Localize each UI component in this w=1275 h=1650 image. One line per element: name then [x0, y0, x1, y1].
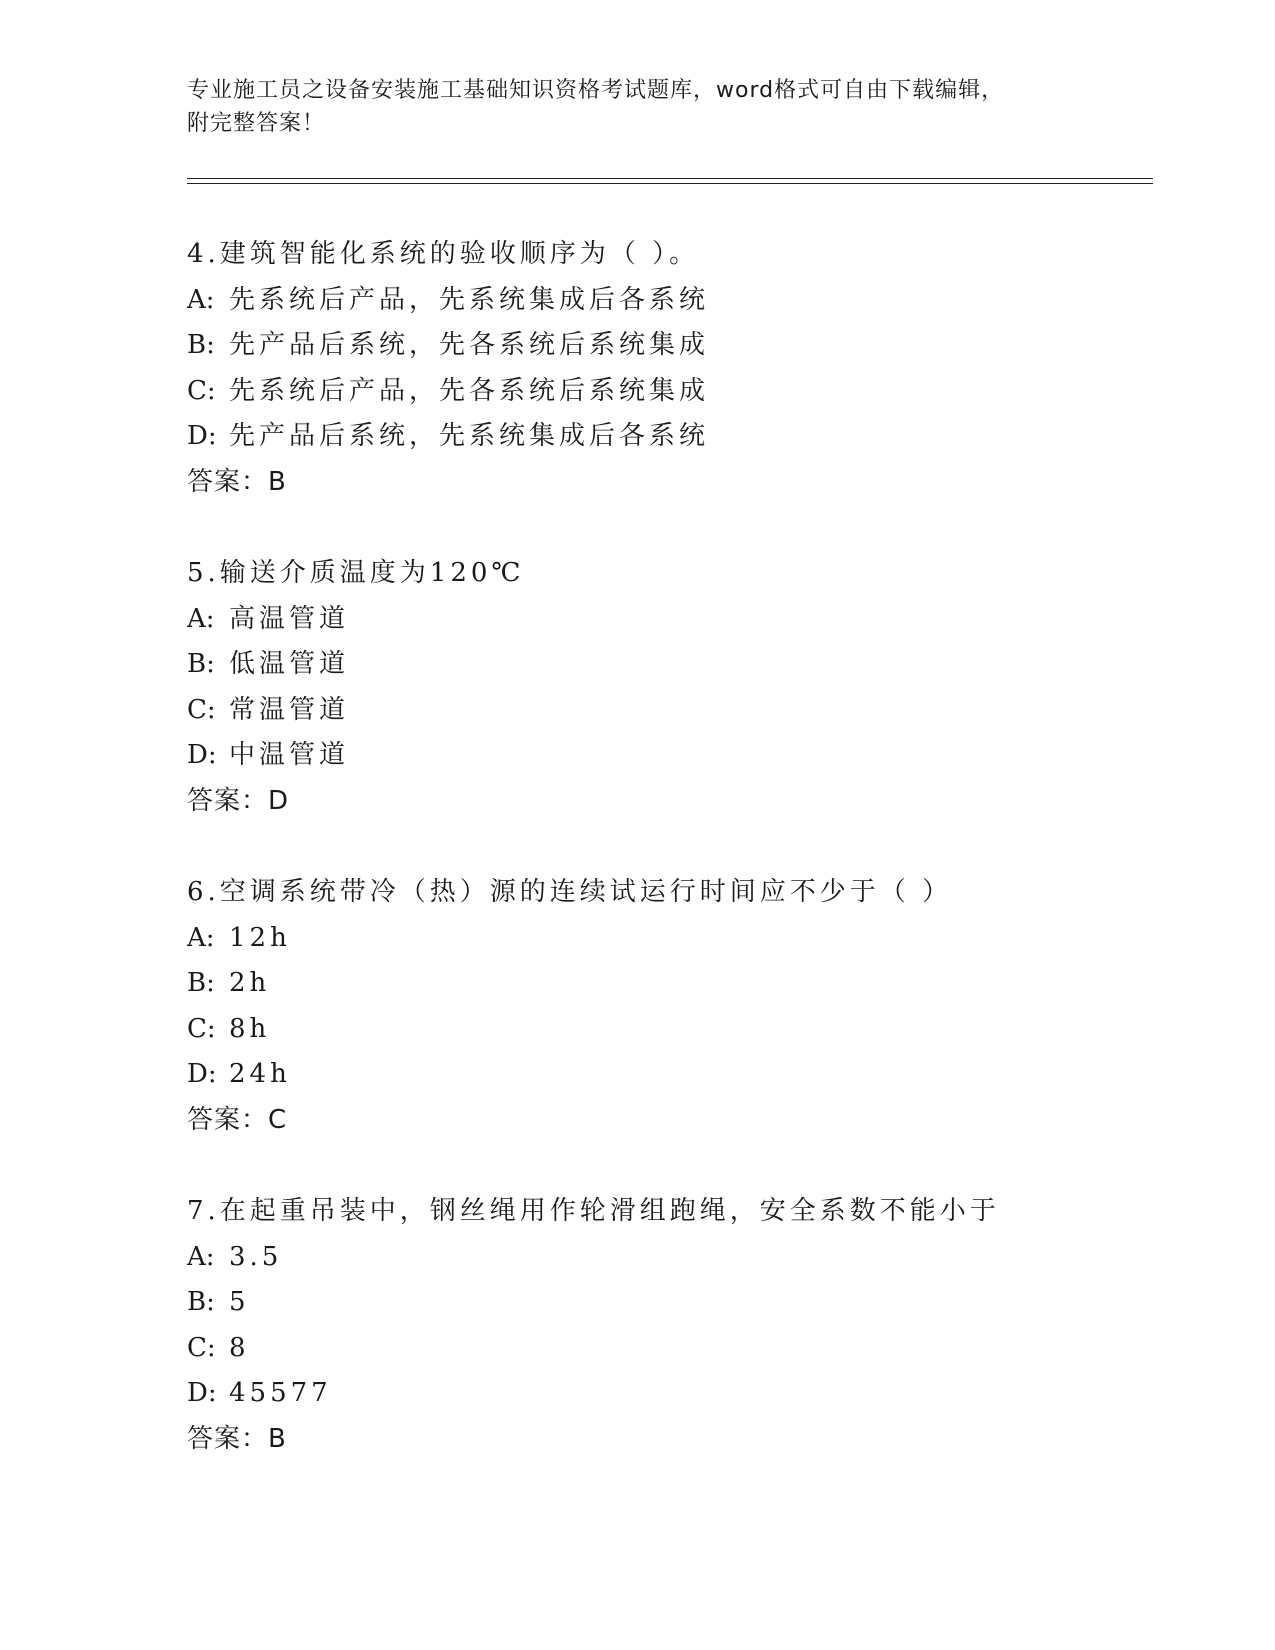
option-letter: D: — [187, 1059, 217, 1089]
option-d — [187, 1052, 1187, 1098]
option-letter: B: — [187, 330, 215, 360]
question-5 — [187, 551, 1187, 824]
option-c — [187, 1326, 1187, 1372]
option-c — [187, 688, 1187, 734]
option-letter: C: — [187, 1013, 216, 1044]
option-text: 5 — [229, 1287, 250, 1317]
option-b — [187, 1280, 1187, 1326]
option-letter: D: — [187, 421, 217, 451]
question-stem: 6.空调系统带冷（热）源的连续试运行时间应不少于（ ） — [187, 877, 953, 907]
option-letter: A: — [187, 284, 215, 315]
option-letter: C: — [187, 1332, 216, 1363]
option-a — [187, 278, 1187, 324]
option-text: 12h — [229, 922, 291, 953]
option-d — [187, 733, 1187, 779]
header-divider-bottom — [187, 183, 1153, 184]
header-divider-top — [187, 178, 1153, 179]
option-letter: C: — [187, 694, 216, 725]
answer-label: 答案：C — [187, 1104, 288, 1135]
option-text: 2h — [229, 968, 271, 998]
option-text: 先产品后系统，先系统集成后各系统 — [229, 421, 710, 451]
option-a — [187, 1235, 1187, 1281]
question-6 — [187, 870, 1187, 1143]
document-header — [187, 74, 1087, 140]
option-c — [187, 1007, 1187, 1053]
header-line-1: 专业施工员之设备安装施工基础知识资格考试题库，word格式可自由下载编辑， — [187, 78, 1005, 103]
option-b — [187, 323, 1187, 369]
question-7 — [187, 1189, 1187, 1462]
header-line-2: 附完整答案！ — [187, 111, 326, 136]
option-text: 低温管道 — [229, 649, 350, 679]
option-text: 45577 — [229, 1378, 332, 1408]
option-text: 8h — [229, 1013, 271, 1044]
option-text: 中温管道 — [229, 740, 350, 770]
option-d — [187, 1371, 1187, 1417]
option-text: 8 — [229, 1332, 250, 1363]
option-letter: A: — [187, 603, 215, 634]
option-letter: A: — [187, 1241, 215, 1272]
option-letter: B: — [187, 649, 215, 679]
option-b — [187, 642, 1187, 688]
option-a — [187, 916, 1187, 962]
option-b — [187, 961, 1187, 1007]
option-letter: C: — [187, 375, 216, 406]
option-text: 先系统后产品，先系统集成后各系统 — [229, 284, 710, 315]
option-text: 高温管道 — [229, 603, 350, 634]
option-letter: B: — [187, 1287, 215, 1317]
question-4 — [187, 232, 1187, 505]
option-text: 先产品后系统，先各系统后系统集成 — [229, 330, 710, 360]
answer-label: 答案：D — [187, 785, 290, 816]
question-stem: 5.输送介质温度为120℃ — [187, 558, 525, 588]
option-letter: D: — [187, 1378, 217, 1408]
option-text: 先系统后产品，先各系统后系统集成 — [229, 375, 710, 406]
question-stem: 7.在起重吊装中，钢丝绳用作轮滑组跑绳，安全系数不能小于 — [187, 1196, 1000, 1226]
option-d — [187, 414, 1187, 460]
option-text: 常温管道 — [229, 694, 350, 725]
answer-label: 答案：B — [187, 466, 287, 497]
option-letter: A: — [187, 922, 215, 953]
option-text: 24h — [229, 1059, 291, 1089]
option-a — [187, 597, 1187, 643]
option-c — [187, 369, 1187, 415]
option-letter: D: — [187, 740, 217, 770]
option-text: 3.5 — [229, 1241, 283, 1272]
option-letter: B: — [187, 968, 215, 998]
question-stem: 4.建筑智能化系统的验收顺序为（ ）。 — [187, 239, 700, 269]
answer-label: 答案：B — [187, 1423, 287, 1454]
